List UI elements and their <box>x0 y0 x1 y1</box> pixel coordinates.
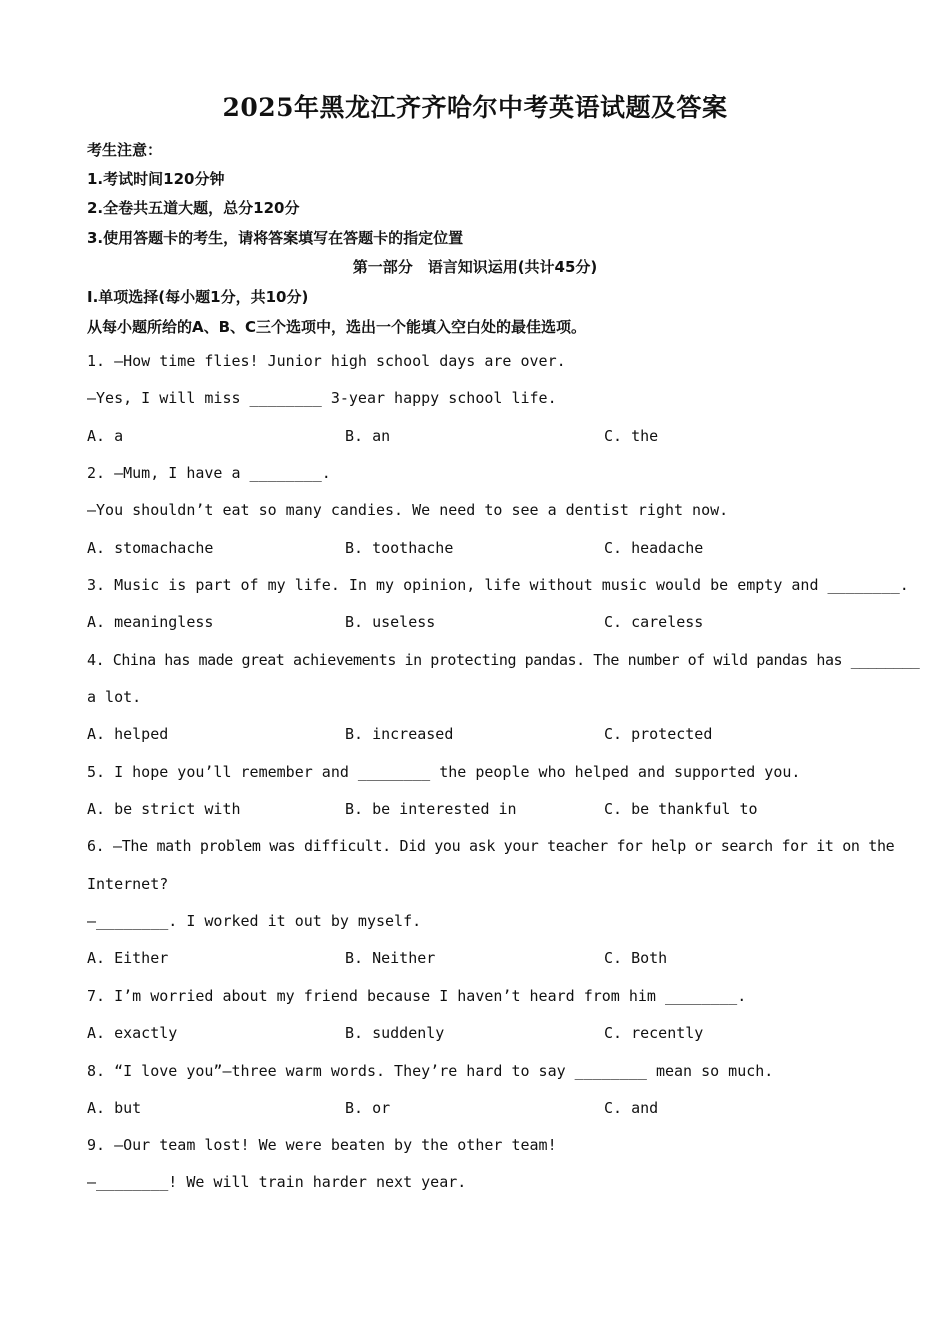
options-row <box>87 724 887 744</box>
option-c: C. recently <box>604 1024 704 1042</box>
option-c: C. be thankful to <box>604 800 758 818</box>
options-row <box>87 1023 887 1043</box>
option-c: C. the <box>604 427 659 445</box>
option-a: A. exactly <box>87 1024 178 1042</box>
option-a: A. a <box>87 427 124 445</box>
question-line: 1. —How time flies! Junior high school days are over. <box>87 352 566 370</box>
options-row <box>87 799 887 819</box>
option-b: B. useless <box>345 613 436 631</box>
question-line: —You shouldn’t eat so many candies. We need to see a dentist right now. <box>87 501 729 519</box>
page-title: 2025年黑龙江齐齐哈尔中考英语试题及答案 <box>222 93 728 122</box>
section-heading: I.单项选择(每小题1分，共10分) <box>87 288 309 306</box>
option-b: B. Neither <box>345 949 436 967</box>
section-instruction: 从每小题所给的A、B、C三个选项中，选出一个能填入空白处的最佳选项。 <box>87 318 587 336</box>
option-a: A. but <box>87 1099 142 1117</box>
question-line: Internet? <box>87 875 169 893</box>
option-a: A. stomachache <box>87 539 214 557</box>
question-line: 9. —Our team lost! We were beaten by the other team! <box>87 1136 557 1154</box>
option-c: C. and <box>604 1099 659 1117</box>
question-line: a lot. <box>87 688 142 706</box>
option-a: A. helped <box>87 725 169 743</box>
question-line: —________! We will train harder next year. <box>87 1173 467 1191</box>
notice-item: 1.考试时间120分钟 <box>87 170 225 188</box>
question-line: —Yes, I will miss ________ 3-year happy school life. <box>87 389 557 407</box>
options-row <box>87 538 887 558</box>
option-b: B. or <box>345 1099 391 1117</box>
option-a: A. Either <box>87 949 169 967</box>
option-b: B. toothache <box>345 539 454 557</box>
option-b: B. an <box>345 427 391 445</box>
option-c: C. Both <box>604 949 668 967</box>
option-c: C. headache <box>604 539 704 557</box>
options-row <box>87 1098 887 1118</box>
option-c: C. protected <box>604 725 713 743</box>
question-line: 7. I’m worried about my friend because I haven’t heard from him ________. <box>87 987 747 1005</box>
option-a: A. meaningless <box>87 613 214 631</box>
option-b: B. increased <box>345 725 454 743</box>
notice-item: 2.全卷共五道大题，总分120分 <box>87 199 300 217</box>
notice-heading: 考生注意： <box>87 141 163 159</box>
options-row <box>87 426 887 446</box>
question-line: 5. I hope you’ll remember and ________ the people who helped and supported you. <box>87 763 801 781</box>
question-line: 3. Music is part of my life. In my opinion, life without music would be empty and ________. <box>87 576 909 594</box>
question-line: 8. “I love you”—three warm words. They’re hard to say ________ mean so much. <box>87 1062 774 1080</box>
question-line: 4. China has made great achievements in protecting pandas. The number of wild pandas has ________ <box>87 651 920 669</box>
question-line: 6. —The math problem was difficult. Did you ask your teacher for help or search for it on the <box>87 837 895 855</box>
option-b: B. suddenly <box>345 1024 445 1042</box>
question-line: 2. —Mum, I have a ________. <box>87 464 331 482</box>
part-heading: 第一部分 语言知识运用(共计45分) <box>352 258 598 276</box>
notice-item: 3.使用答题卡的考生，请将答案填写在答题卡的指定位置 <box>87 229 464 247</box>
options-row <box>87 612 887 632</box>
option-a: A. be strict with <box>87 800 241 818</box>
question-line: —________. I worked it out by myself. <box>87 912 422 930</box>
options-row <box>87 948 887 968</box>
option-c: C. careless <box>604 613 704 631</box>
option-b: B. be interested in <box>345 800 517 818</box>
